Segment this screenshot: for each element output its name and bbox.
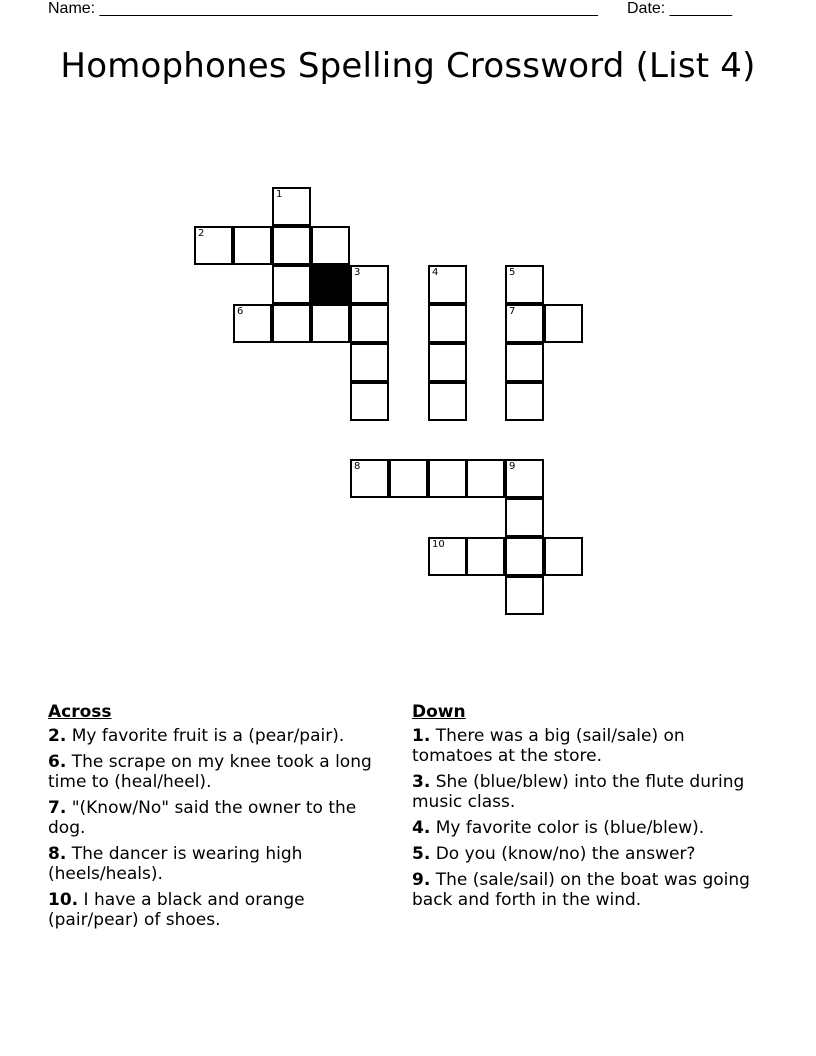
clue-text: Do you (know/no) the answer? bbox=[435, 844, 696, 864]
crossword-cell[interactable] bbox=[428, 304, 467, 343]
crossword-cell[interactable] bbox=[505, 498, 544, 537]
crossword-cell[interactable] bbox=[466, 537, 505, 576]
clue-number: 3 bbox=[354, 267, 361, 278]
crossword-cell[interactable] bbox=[428, 265, 467, 304]
crossword-cell[interactable] bbox=[311, 304, 350, 343]
across-heading: Across bbox=[48, 702, 112, 722]
crossword-cell[interactable] bbox=[350, 459, 389, 498]
clue-number-label: 8. bbox=[48, 844, 67, 864]
crossword-cell[interactable] bbox=[466, 459, 505, 498]
clue-number-label: 1. bbox=[412, 726, 431, 746]
clue-number: 1 bbox=[276, 189, 283, 200]
clue-number-label: 4. bbox=[412, 818, 431, 838]
clue-across-7 bbox=[48, 798, 393, 838]
clue-number-label: 5. bbox=[412, 844, 431, 864]
clue-number: 7 bbox=[509, 306, 516, 317]
clue-number: 8 bbox=[354, 461, 361, 472]
clue-number: 2 bbox=[198, 228, 205, 239]
clue-down-4 bbox=[412, 818, 752, 838]
crossword-cell[interactable] bbox=[505, 537, 544, 576]
across-clues bbox=[48, 702, 393, 936]
clue-text: The dancer is wearing high (heels/heals). bbox=[48, 844, 303, 884]
clue-across-6 bbox=[48, 752, 393, 792]
down-heading: Down bbox=[412, 702, 466, 722]
crossword-cell[interactable] bbox=[428, 343, 467, 382]
clue-text: My favorite color is (blue/blew). bbox=[435, 818, 705, 838]
crossword-cell[interactable] bbox=[505, 576, 544, 615]
crossword-cell[interactable] bbox=[311, 226, 350, 265]
crossword-cell[interactable] bbox=[350, 304, 389, 343]
crossword-cell[interactable] bbox=[350, 343, 389, 382]
clue-number-label: 10. bbox=[48, 890, 79, 910]
clue-number: 5 bbox=[509, 267, 516, 278]
crossword-cell[interactable] bbox=[350, 382, 389, 421]
crossword-cell[interactable] bbox=[505, 382, 544, 421]
crossword-cell[interactable] bbox=[272, 304, 311, 343]
crossword-cell[interactable] bbox=[272, 226, 311, 265]
crossword-cell[interactable] bbox=[428, 382, 467, 421]
crossword-cell[interactable] bbox=[505, 265, 544, 304]
clue-text: The scrape on my knee took a long time to (heal/heel). bbox=[48, 752, 372, 792]
crossword-cell[interactable] bbox=[194, 226, 233, 265]
crossword-cell[interactable] bbox=[428, 537, 467, 576]
date-field-label[interactable]: Date: _______ bbox=[627, 0, 732, 17]
clue-down-1 bbox=[412, 726, 752, 766]
clue-across-2 bbox=[48, 726, 393, 746]
clue-number: 9 bbox=[509, 461, 516, 472]
clue-across-10 bbox=[48, 890, 393, 930]
clue-number-label: 6. bbox=[48, 752, 67, 772]
crossword-cell[interactable] bbox=[428, 459, 467, 498]
page-title: Homophones Spelling Crossword (List 4) bbox=[60, 46, 756, 86]
clue-number: 6 bbox=[237, 306, 244, 317]
clue-number-label: 3. bbox=[412, 772, 431, 792]
clue-down-9 bbox=[412, 870, 752, 910]
crossword-cell[interactable] bbox=[505, 304, 544, 343]
clue-number-label: 2. bbox=[48, 726, 67, 746]
crossword-cell[interactable] bbox=[505, 343, 544, 382]
crossword-cell[interactable] bbox=[272, 265, 311, 304]
crossword-cell[interactable] bbox=[272, 187, 311, 226]
clue-across-8 bbox=[48, 844, 393, 884]
clue-down-3 bbox=[412, 772, 752, 812]
name-field-label[interactable]: Name: ________________________________________________________ bbox=[48, 0, 598, 17]
clue-number-label: 9. bbox=[412, 870, 431, 890]
down-clues bbox=[412, 702, 752, 916]
crossword-cell[interactable] bbox=[233, 304, 272, 343]
clue-number: 10 bbox=[432, 539, 445, 550]
crossword-cell[interactable] bbox=[505, 459, 544, 498]
clue-text: "(Know/No" said the owner to the dog. bbox=[48, 798, 357, 838]
black-cell bbox=[311, 265, 350, 304]
clue-down-5 bbox=[412, 844, 752, 864]
clue-text: The (sale/sail) on the boat was going back and forth in the wind. bbox=[412, 870, 750, 910]
crossword-cell[interactable] bbox=[544, 537, 583, 576]
clue-text: My favorite fruit is a (pear/pair). bbox=[71, 726, 345, 746]
crossword-cell[interactable] bbox=[544, 304, 583, 343]
crossword-cell[interactable] bbox=[233, 226, 272, 265]
clue-text: There was a big (sail/sale) on tomatoes at the store. bbox=[412, 726, 685, 766]
crossword-cell[interactable] bbox=[350, 265, 389, 304]
clue-text: I have a black and orange (pair/pear) of shoes. bbox=[48, 890, 305, 930]
crossword-cell[interactable] bbox=[389, 459, 428, 498]
clue-text: She (blue/blew) into the flute during music class. bbox=[412, 772, 745, 812]
clue-number: 4 bbox=[432, 267, 439, 278]
clue-number-label: 7. bbox=[48, 798, 67, 818]
